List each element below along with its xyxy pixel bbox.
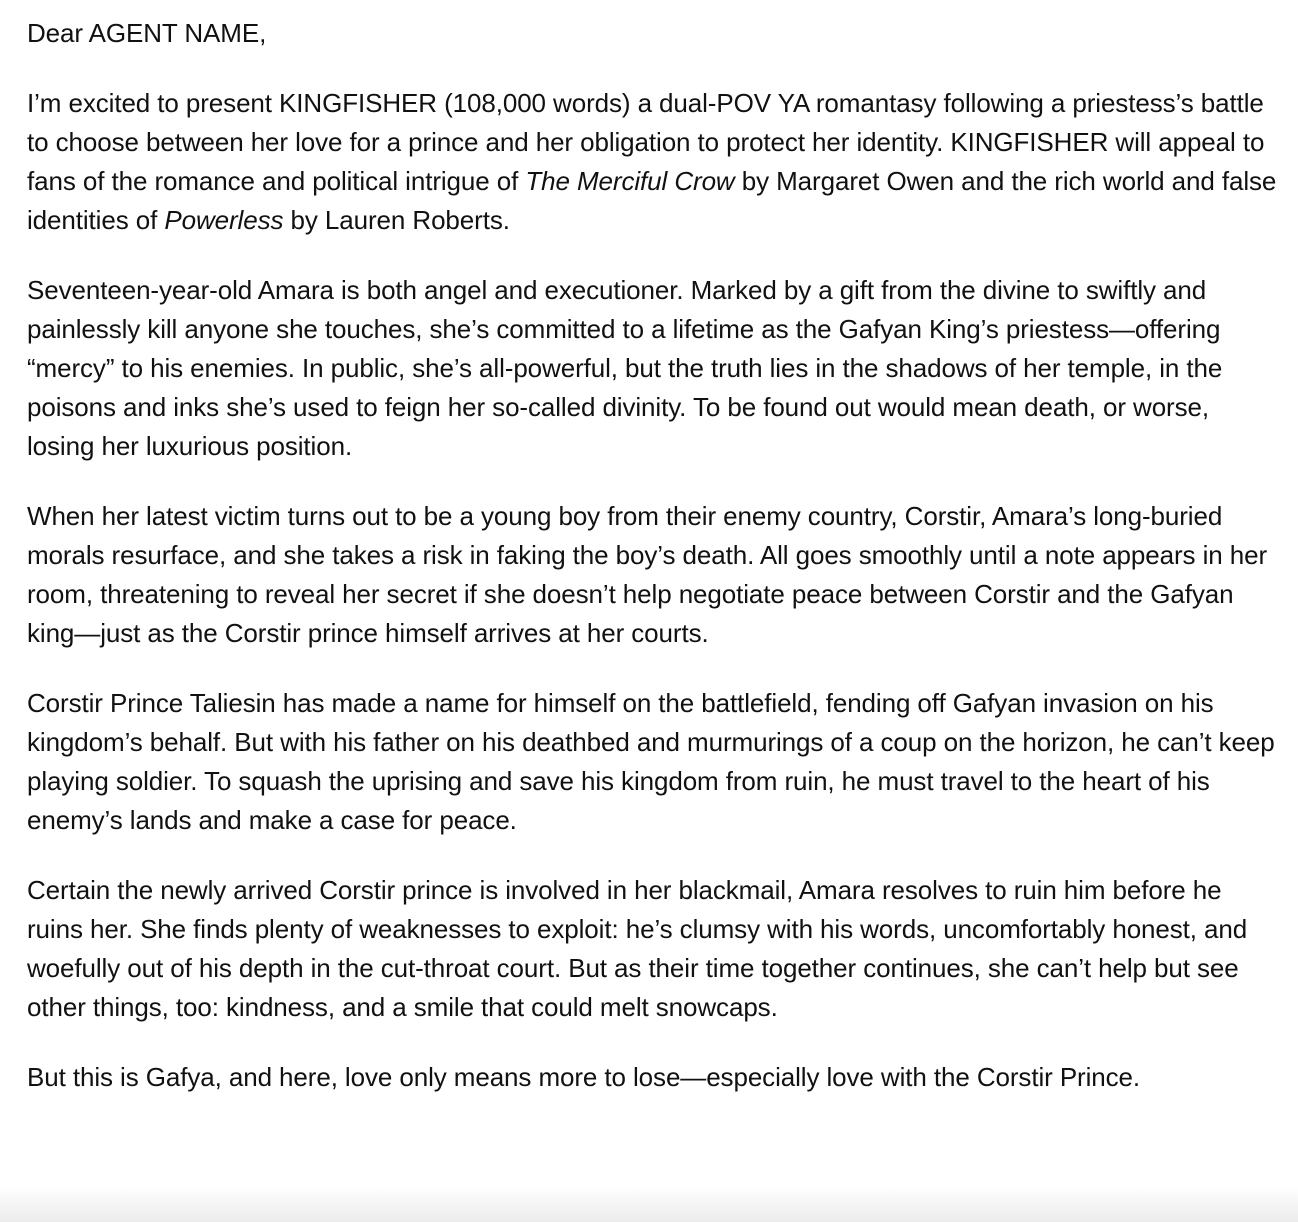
paragraph-conflict: Certain the newly arrived Corstir prince is involved in her blackmail, Amara resolves to ruin him before he ruins her. She finds plenty of weaknesses to exploit: he’s clumsy with his words, uncomfortably honest, and woefully out of his depth in the cut-throat court. But as their time together continues, she can’t help but see other things, too: kindness, and a smile that could melt snowcaps. bbox=[27, 875, 1248, 1022]
comp-title-powerless: Powerless bbox=[164, 205, 284, 235]
paragraph-stakes: But this is Gafya, and here, love only means more to lose—especially love with the Corstir Prince. bbox=[27, 1062, 1141, 1092]
paragraph-pitch bbox=[27, 84, 1277, 240]
paragraph-inciting-incident: When her latest victim turns out to be a young boy from their enemy country, Corstir, Amara’s long-buried morals resurface, and she takes a risk in faking the boy’s death. All goes smoothly until a note appears in her room, threatening to reveal her secret if she doesn’t help negotiate peace between Corstir and the Gafyan king—just as the Corstir prince himself arrives at her courts. bbox=[27, 501, 1268, 648]
pitch-text-b: by Margaret Owen and the rich world and false identities of bbox=[27, 166, 1277, 235]
query-letter bbox=[27, 14, 1277, 1097]
pitch-text-c: by Lauren Roberts. bbox=[283, 205, 510, 235]
paragraph-amara-intro: Seventeen-year-old Amara is both angel and executioner. Marked by a gift from the divine to swiftly and painlessly kill anyone she touches, she’s committed to a lifetime as the Gafyan King’s priestess—offering “mercy” to his enemies. In public, she’s all-powerful, but the truth lies in the shadows of her temple, in the poisons and inks she’s used to feign her so-called divinity. To be found out would mean death, or worse, losing her luxurious position. bbox=[27, 275, 1223, 461]
pitch-text-a: I’m excited to present KINGFISHER (108,000 words) a dual-POV YA romantasy following a priestess’s battle to choose between her love for a prince and her obligation to protect her identity. KINGFISHER will appeal to fans of the romance and political intrigue of bbox=[27, 88, 1265, 196]
bottom-fade-overlay bbox=[0, 1186, 1298, 1222]
comp-title-merciful-crow: The Merciful Crow bbox=[525, 166, 735, 196]
paragraph-taliesin-intro: Corstir Prince Taliesin has made a name for himself on the battlefield, fending off Gafyan invasion on his kingdom’s behalf. But with his father on his deathbed and murmurings of a coup on the horizon, he can’t keep playing soldier. To squash the uprising and save his kingdom from ruin, he must travel to the heart of his enemy’s lands and make a case for peace. bbox=[27, 688, 1275, 835]
salutation: Dear AGENT NAME, bbox=[27, 18, 267, 48]
